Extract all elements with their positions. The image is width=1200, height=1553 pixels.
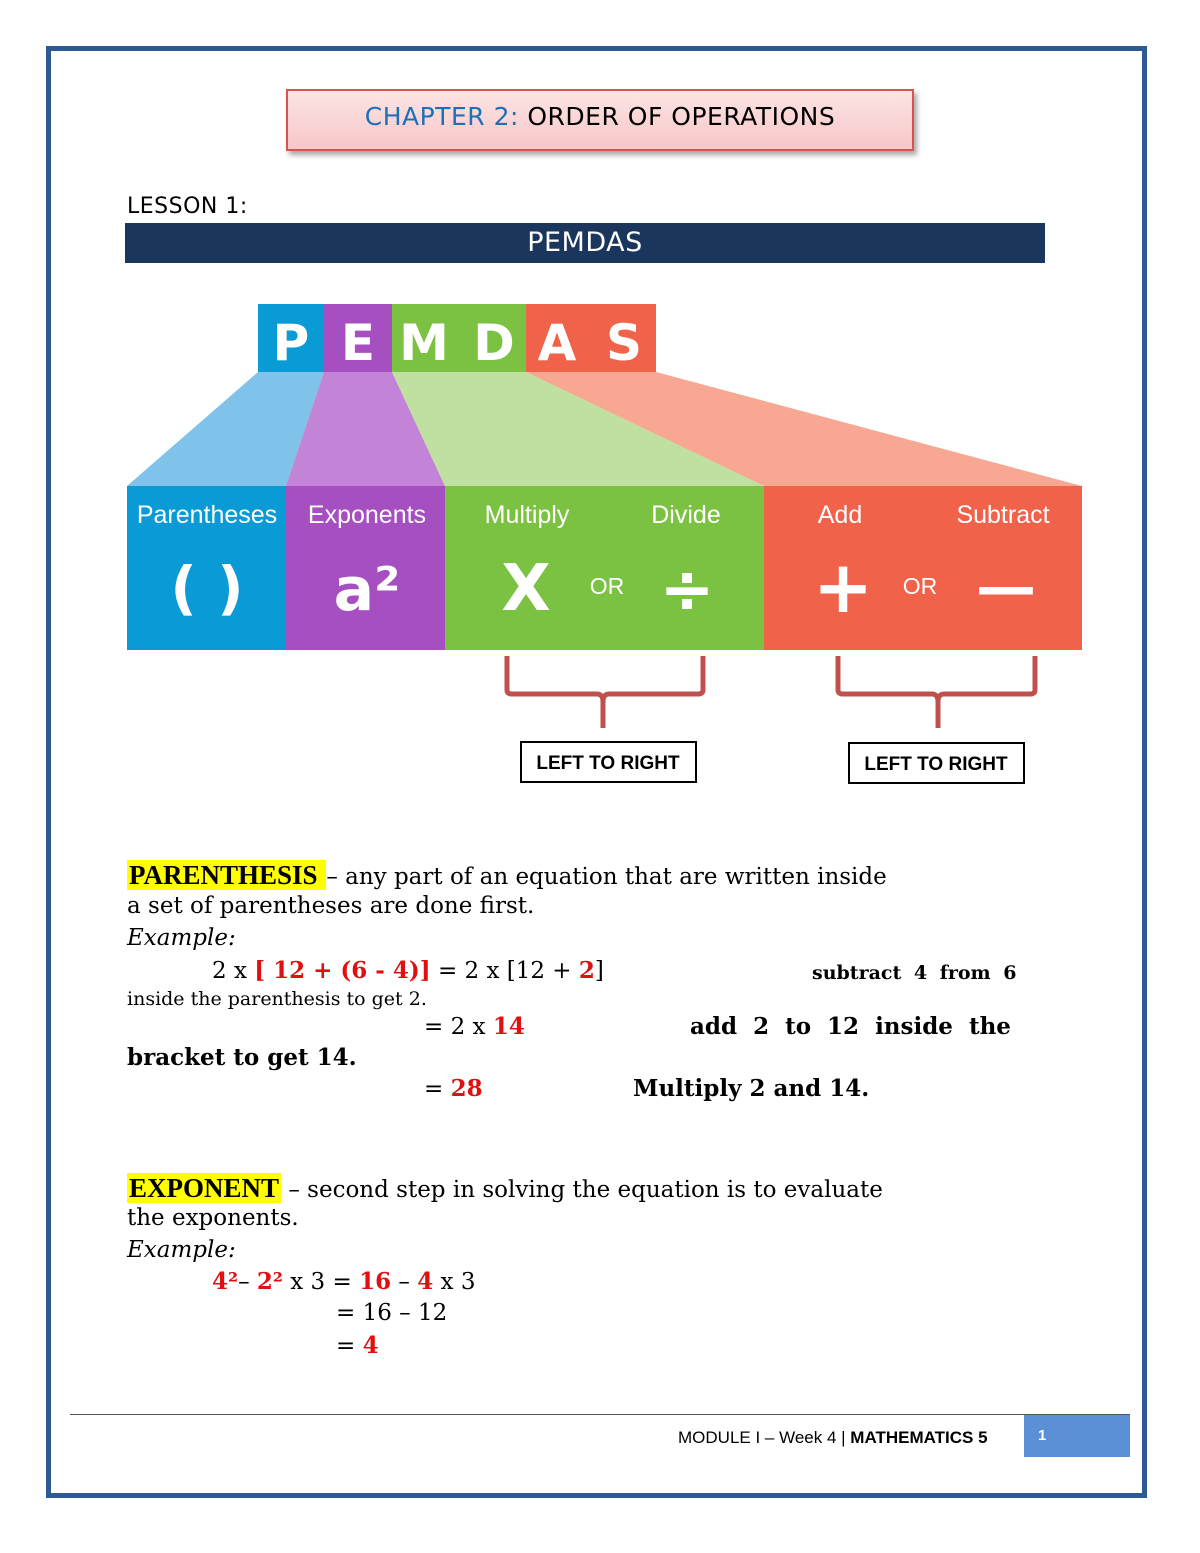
rule-right-text: LEFT TO RIGHT [864,754,1008,775]
text-segment: = 2 x [12 + [430,958,579,984]
label-add: Add [817,501,863,529]
parenthesis-example-label: Example: [127,925,236,951]
label-subtract: Subtract [956,501,1050,529]
text-segment: – any part of an equation that are written inside [326,864,887,890]
text-segment: [ 12 + (6 - 4)] [254,957,431,984]
label-exponents: Exponents [307,501,427,529]
text-segment: = [336,1333,363,1359]
text-segment: = [424,1076,451,1102]
text-segment: 14 [492,1013,525,1040]
exponent-example-label: Example: [127,1237,236,1263]
exponent-term: EXPONENT [129,1173,280,1203]
parenthesis-term: PARENTHESIS [129,860,325,890]
lesson-label: LESSON 1: [127,194,248,219]
label-multiply: Multiply [484,501,570,529]
exponent-symbol: a² [333,555,401,625]
parenthesis-note2a: add 2 to 12 inside the [690,1013,1011,1040]
parenthesis-step1 [212,957,604,984]
parenthesis-note1a: subtract 4 from 6 [812,962,1017,984]
parenthesis-note3: Multiply 2 and 14. [633,1075,870,1102]
exponent-step2: = 16 – 12 [336,1300,448,1326]
plus-icon: + [812,545,874,629]
text-segment: 4 [417,1268,434,1295]
divide-icon: ÷ [659,551,715,628]
minus-icon: — [976,552,1036,622]
letter-a: A [537,314,577,372]
exponent-step1 [212,1268,475,1295]
label-parentheses: Parentheses [136,501,278,529]
parenthesis-definition-line2: a set of parentheses are done first. [127,893,535,919]
exponent-step3 [336,1332,379,1359]
or-text-as: OR [902,573,938,599]
text-segment: 4² [212,1268,239,1295]
text-segment: 2 [578,957,595,984]
letter-e: E [340,314,376,372]
parenthesis-note2b: bracket to get 14. [127,1044,357,1071]
parenthesis-definition-line1 [127,860,887,891]
text-segment: = 2 x [424,1014,493,1040]
chapter-title: ORDER OF OPERATIONS [518,102,836,131]
rule-left-text: LEFT TO RIGHT [536,753,680,774]
letter-m: M [399,314,449,372]
parenthesis-step3 [424,1075,483,1102]
text-segment: MATHEMATICS 5 [850,1428,988,1447]
lesson-banner: PEMDAS [125,223,1045,263]
text-segment: 2² [256,1268,283,1295]
brace-left [507,656,703,728]
exponent-definition-line2: the exponents. [127,1205,299,1231]
text-segment: – second step in solving the equation is to evaluate [281,1177,883,1203]
text-segment: ] [594,958,604,984]
text-segment: x 3 [433,1269,476,1295]
text-segment: 16 [359,1268,392,1295]
label-divide: Divide [651,501,721,529]
letter-s: S [605,314,643,372]
text-segment: 28 [450,1075,483,1102]
brace-right [838,656,1035,728]
letter-p: P [272,314,310,372]
text-segment: – [391,1269,418,1295]
letter-d: D [473,314,515,372]
text-segment: 2 x [212,958,255,984]
footer-text [678,1428,988,1448]
parenthesis-note1b: inside the parenthesis to get 2. [127,988,427,1010]
exponent-definition-line1 [127,1173,883,1204]
multiply-icon: X [501,552,551,626]
parentheses-symbol: ( ) [170,554,244,622]
text-segment: 4 [362,1332,379,1359]
footer-divider [70,1414,1130,1415]
text-segment: MODULE I – Week 4 | [678,1428,851,1447]
or-text-md: OR [589,573,625,599]
parenthesis-step2 [424,1013,525,1040]
chapter-number: CHAPTER 2: [364,102,519,131]
text-segment: – [238,1269,257,1295]
text-segment: x 3 = [282,1269,360,1295]
page-number: 1 [1024,1415,1130,1457]
